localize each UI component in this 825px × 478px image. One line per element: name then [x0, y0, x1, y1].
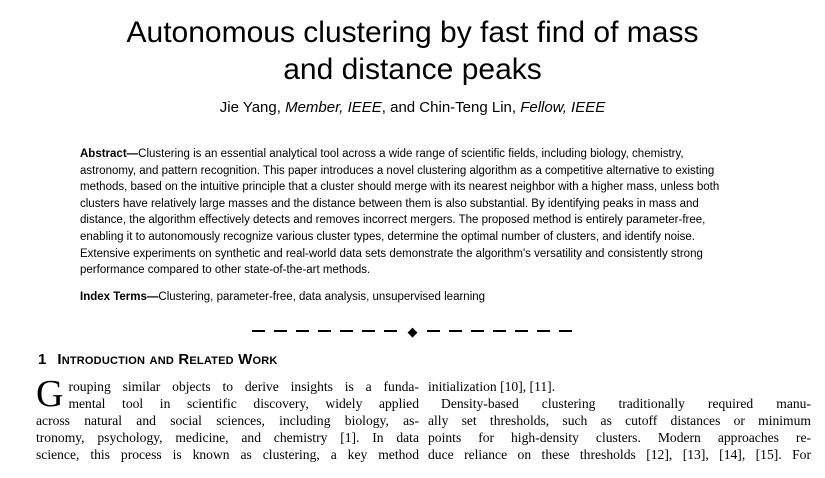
abstract-line: Extensive experiments on synthetic and real-world data sets demonstrate the algorithm's versatility and consistently strong — [80, 247, 703, 260]
abstract-line: methods, based on the intuitive principle that a cluster should merge with its nearest neighbor with a higher mass, unless both — [80, 181, 720, 194]
index-terms-label: Index Terms— — [80, 290, 159, 303]
text-line: rouping similar objects to derive insights is a funda- — [68, 378, 419, 394]
section-heading — [38, 351, 811, 369]
title-line-2: and distance peaks — [283, 53, 542, 86]
drop-cap: G — [36, 372, 64, 415]
body-columns — [36, 372, 811, 463]
abstract-label: Abstract— — [80, 148, 139, 160]
abstract-line: astronomy, and pattern recognition. This paper introduces a novel clustering algorithm as a competitive alternative to existing — [80, 164, 715, 177]
text-line: duce reliance on these thresholds [12], [13], [14], [15]. For — [428, 446, 811, 462]
abstract-line: enabling it to autonomously recognize various cluster types, determine the optimal number of clusters, and identify noise. — [80, 230, 695, 243]
dash-line-left — [252, 330, 399, 332]
text-line: initialization [10], [11]. — [428, 378, 556, 394]
text-line: Density-based clustering traditionally required manu- — [441, 395, 811, 411]
abstract-text: Clustering is an essential analytical tool across a wide range of scientific fields, including biology, chemistry, — [138, 148, 684, 160]
abstract-line — [80, 146, 750, 163]
index-terms-text: Clustering, parameter-free, data analysis, unsupervised learning — [158, 290, 486, 303]
abstract-line: distance, the algorithm effectively detects and removes incorrect mergers. The proposed method is entirely parameter-free, — [80, 214, 706, 227]
diamond-icon: ◆ — [407, 323, 418, 339]
abstract-line: clusters have relatively large masses and the distance between them is also substantial. By identifying peaks in mass and — [80, 197, 699, 210]
title-line-1: Autonomous clustering by fast find of mass — [126, 16, 699, 49]
author-membership: Member, IEEE — [285, 99, 382, 116]
text-line: ally set thresholds, such as cutoff distances or minimum — [428, 412, 811, 428]
section-number: 1 — [38, 350, 47, 368]
paper-title — [40, 14, 785, 88]
abstract-line: performance compared to other state-of-the-art methods. — [80, 264, 371, 277]
column-right — [428, 378, 811, 463]
column-left — [36, 372, 419, 463]
section-separator — [252, 325, 574, 338]
abstract — [80, 146, 750, 279]
section-title: Introduction and Related Work — [57, 350, 278, 368]
index-terms — [80, 289, 750, 306]
text-line: science, this process is known as clustering, a key method — [36, 446, 419, 462]
author-name-2: , and Chin-Teng Lin, — [381, 99, 521, 116]
text-line: tronomy, psychology, medicine, and chemistry [1]. In data — [36, 429, 419, 445]
dash-line-right — [427, 330, 574, 332]
text-line: across natural and social sciences, including biology, as- — [36, 412, 419, 428]
author-name: Jie Yang, — [219, 99, 286, 116]
paper-page — [0, 14, 825, 478]
text-line: mental tool in scientific discovery, widely applied — [68, 395, 419, 411]
text-line: points for high-density clusters. Modern approaches re- — [428, 429, 811, 445]
author-membership-2: Fellow, IEEE — [520, 99, 606, 116]
authors-line — [0, 99, 825, 117]
